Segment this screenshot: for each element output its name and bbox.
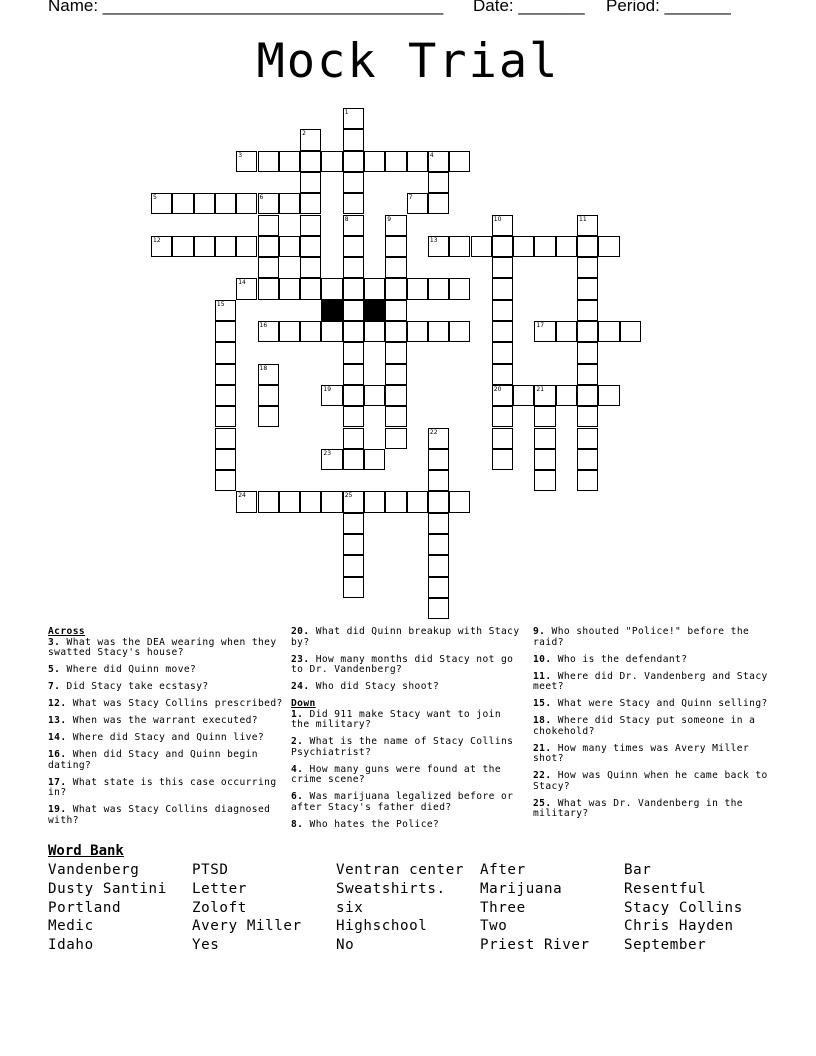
grid-cell[interactable] xyxy=(343,321,364,342)
grid-cell[interactable] xyxy=(428,491,449,512)
grid-cell[interactable] xyxy=(343,151,364,172)
clue-number: 5. xyxy=(48,664,61,676)
clue xyxy=(291,765,523,786)
clue-number: 3 xyxy=(238,151,243,159)
grid-cell[interactable] xyxy=(534,406,555,427)
clue-text: How was Quinn when he came back to Stacy? xyxy=(533,770,768,792)
clue-text: How many guns were found at the crime scene? xyxy=(291,763,501,786)
grid-cell[interactable] xyxy=(449,321,470,342)
grid-cell[interactable] xyxy=(364,151,385,172)
clue-number: 18. xyxy=(533,715,552,727)
word-bank-item: Sweatshirts. xyxy=(336,880,446,897)
clues-column-1 xyxy=(48,627,288,833)
clue-number: 2. xyxy=(291,736,304,748)
clue-number: 5 xyxy=(153,194,157,202)
grid-cell[interactable] xyxy=(385,364,406,385)
clue-number: 14. xyxy=(48,732,67,744)
word-bank-item: Yes xyxy=(192,937,220,954)
clue-number: 21 xyxy=(536,385,545,393)
grid-cell[interactable] xyxy=(577,385,598,406)
clue-number: 15. xyxy=(533,698,552,710)
grid-cell[interactable] xyxy=(215,342,236,363)
grid-cell[interactable] xyxy=(577,300,598,321)
clue-number: 1. xyxy=(291,708,304,720)
grid-cell[interactable] xyxy=(194,193,215,214)
clues-column-3 xyxy=(533,627,773,826)
grid-cell[interactable] xyxy=(343,342,364,363)
grid-cell[interactable] xyxy=(343,257,364,278)
clue-number: 16 xyxy=(259,322,268,329)
clue-text: Who is the defendant? xyxy=(551,653,688,665)
grid-cell[interactable] xyxy=(385,257,406,278)
clue xyxy=(48,699,288,710)
word-bank-item: No xyxy=(336,937,355,954)
word-bank-item: PTSD xyxy=(192,862,229,878)
clue-number: 25. xyxy=(533,797,552,809)
grid-cell[interactable] xyxy=(492,342,513,363)
grid-cell[interactable] xyxy=(449,236,470,257)
grid-cell[interactable] xyxy=(321,278,342,299)
clue-number: 1 xyxy=(344,109,349,116)
clue-number: 20. xyxy=(291,626,310,637)
clue xyxy=(533,716,773,737)
word-bank-item: Zoloft xyxy=(192,899,247,916)
grid-cell[interactable] xyxy=(194,236,215,257)
grid-cell[interactable] xyxy=(343,300,364,321)
clue-text: Where did Stacy and Quinn live? xyxy=(66,732,265,744)
word-bank xyxy=(48,862,768,962)
grid-cell[interactable] xyxy=(385,151,406,172)
grid-cell[interactable] xyxy=(258,385,279,406)
word-bank-item: Chris Hayden xyxy=(624,918,734,935)
word-bank-item: Portland xyxy=(48,899,122,916)
word-bank-item: Three xyxy=(480,899,526,916)
clue xyxy=(291,655,523,676)
grid-cell[interactable] xyxy=(343,236,364,257)
grid-cell[interactable] xyxy=(492,300,513,321)
grid-cell[interactable] xyxy=(513,236,534,257)
grid-cell[interactable] xyxy=(343,364,364,385)
grid-cell[interactable] xyxy=(577,428,598,449)
word-bank-item: Highschool xyxy=(336,918,428,935)
grid-cell[interactable] xyxy=(215,193,236,214)
grid-cell[interactable] xyxy=(172,236,193,257)
grid-cell[interactable] xyxy=(364,449,385,470)
clue xyxy=(48,805,288,826)
grid-cell[interactable] xyxy=(449,491,470,512)
word-bank-item: Vandenberg xyxy=(48,862,140,878)
grid-cell[interactable] xyxy=(492,406,513,427)
clue-number: 13. xyxy=(48,715,67,727)
clue xyxy=(291,792,523,813)
word-bank-item: Dusty Santini xyxy=(48,880,167,897)
clue-number: 17 xyxy=(536,322,545,329)
grid-cell[interactable] xyxy=(385,406,406,427)
clue xyxy=(48,750,288,771)
grid-cell[interactable] xyxy=(215,321,236,342)
grid-cell[interactable] xyxy=(300,236,321,257)
grid-cell[interactable] xyxy=(258,151,279,172)
clue xyxy=(48,665,288,676)
clue-text: How many times was Avery Miller shot? xyxy=(533,742,750,765)
word-bank-item: Priest River xyxy=(480,937,590,954)
grid-cell[interactable] xyxy=(385,342,406,363)
grid-cell[interactable] xyxy=(258,236,279,257)
word-bank-item: After xyxy=(480,862,526,878)
clue xyxy=(533,799,773,820)
grid-cell[interactable] xyxy=(300,321,321,342)
grid-cell[interactable] xyxy=(236,236,257,257)
clue-text: What were Stacy and Quinn selling? xyxy=(551,698,768,710)
clue-text: What state is this case occurring in? xyxy=(48,776,277,799)
word-bank-item: Idaho xyxy=(48,937,94,954)
grid-cell[interactable] xyxy=(428,172,449,193)
clue xyxy=(48,682,288,693)
clue xyxy=(533,655,773,666)
clue-text: What was Dr. Vandenberg in the military? xyxy=(533,797,743,820)
grid-cell[interactable] xyxy=(534,449,555,470)
grid-cell[interactable] xyxy=(364,321,385,342)
clue-number: 18 xyxy=(259,364,268,372)
clue-number: 22 xyxy=(429,428,438,436)
grid-cell[interactable] xyxy=(428,193,449,214)
clue-number: 12 xyxy=(153,236,161,244)
word-bank-item: Ventran center xyxy=(336,862,464,878)
clue-text: What is the name of Stacy Collins Psychiatrist? xyxy=(291,736,514,758)
clue-text: When did Stacy and Quinn begin dating? xyxy=(48,749,258,771)
grid-cell[interactable] xyxy=(343,577,364,598)
clue xyxy=(291,682,523,693)
clue-text: Who did Stacy shoot? xyxy=(309,681,440,693)
grid-cell[interactable] xyxy=(300,215,321,236)
grid-cell[interactable] xyxy=(492,321,513,342)
grid-cell[interactable] xyxy=(343,428,364,449)
grid-cell[interactable] xyxy=(492,364,513,385)
grid-cell[interactable] xyxy=(279,278,300,299)
clue-number: 24 xyxy=(238,492,246,500)
clue-number: 3. xyxy=(48,636,61,648)
grid-cell[interactable] xyxy=(343,449,364,470)
grid-cell[interactable] xyxy=(492,449,513,470)
word-bank-item: Resentful xyxy=(624,880,707,897)
word-bank-item: Avery Miller xyxy=(192,918,302,935)
grid-cell[interactable] xyxy=(428,598,449,619)
clue-number: 25 xyxy=(344,492,353,500)
grid-cell[interactable] xyxy=(577,364,598,385)
grid-cell[interactable] xyxy=(428,534,449,555)
word-bank-item: Medic xyxy=(48,918,94,935)
period-field[interactable]: Period: _______ xyxy=(606,0,731,15)
grid-cell[interactable] xyxy=(598,385,619,406)
clue xyxy=(291,820,523,831)
grid-cell[interactable] xyxy=(407,491,428,512)
clue-text: When was the warrant executed? xyxy=(66,715,258,727)
grid-cell[interactable] xyxy=(428,278,449,299)
word-bank-item: Two xyxy=(480,918,508,935)
clue-number: 11. xyxy=(533,670,552,682)
clue-number: 10. xyxy=(533,653,552,665)
clue-number: 13 xyxy=(429,236,438,244)
clue xyxy=(533,771,773,792)
word-bank-item: September xyxy=(624,937,707,954)
clue-text: What was the DEA wearing when they swatted Stacy's house? xyxy=(48,636,277,659)
grid-cell[interactable] xyxy=(577,449,598,470)
clue-number: 7. xyxy=(48,681,61,693)
grid-cell[interactable] xyxy=(300,193,321,214)
clue xyxy=(533,744,773,765)
grid-cell[interactable] xyxy=(407,151,428,172)
clue xyxy=(291,627,523,648)
grid-cell[interactable] xyxy=(492,236,513,257)
grid-cell[interactable] xyxy=(492,257,513,278)
word-bank-item: Letter xyxy=(192,880,247,897)
clue-number: 19. xyxy=(48,804,67,816)
clue-text: Who shouted "Police!" before the raid? xyxy=(533,626,750,648)
grid-cell[interactable] xyxy=(449,278,470,299)
grid-cell[interactable] xyxy=(321,151,342,172)
clue-number: 23 xyxy=(323,449,332,457)
clue-number: 6 xyxy=(259,194,264,202)
clue xyxy=(48,778,288,799)
grid-cell[interactable] xyxy=(577,257,598,278)
date-field[interactable]: Date: _______ xyxy=(473,0,585,15)
grid-cell[interactable] xyxy=(577,406,598,427)
grid-cell[interactable] xyxy=(577,342,598,363)
grid-cell[interactable] xyxy=(385,236,406,257)
clue-number: 7 xyxy=(408,194,413,202)
clue xyxy=(533,627,773,648)
clue-number: 12. xyxy=(48,698,67,710)
clue-number: 4 xyxy=(429,151,434,159)
grid-cell[interactable] xyxy=(215,470,236,491)
clue-number: 21. xyxy=(533,742,552,754)
grid-cell[interactable] xyxy=(534,428,555,449)
grid-cell[interactable] xyxy=(343,385,364,406)
word-bank-item: Stacy Collins xyxy=(624,899,743,916)
grid-cell[interactable] xyxy=(428,577,449,598)
clue-number: 4. xyxy=(291,763,304,775)
clue-number: 9. xyxy=(533,626,546,637)
clue xyxy=(533,672,773,693)
clue-text: Where did Stacy put someone in a chokehold? xyxy=(533,715,756,737)
clue-number: 17. xyxy=(48,776,67,788)
clue-number: 8. xyxy=(291,819,304,831)
grid-cell[interactable] xyxy=(279,321,300,342)
grid-cell[interactable] xyxy=(258,278,279,299)
grid-cell[interactable] xyxy=(215,364,236,385)
grid-cell[interactable] xyxy=(556,321,577,342)
grid-cell[interactable] xyxy=(407,321,428,342)
word-bank-title: Word Bank xyxy=(48,843,124,859)
grid-cell[interactable] xyxy=(556,385,577,406)
grid-cell[interactable] xyxy=(343,513,364,534)
grid-cell[interactable] xyxy=(513,385,534,406)
grid-cell[interactable] xyxy=(300,491,321,512)
clue-number: 23. xyxy=(291,653,310,665)
clue-text: Where did Dr. Vandenberg and Stacy meet? xyxy=(533,670,768,693)
clue-number: 14 xyxy=(238,279,246,287)
grid-cell[interactable] xyxy=(343,172,364,193)
grid-cell[interactable] xyxy=(556,236,577,257)
clues-column-2 xyxy=(291,627,523,837)
grid-cell[interactable] xyxy=(343,129,364,150)
grid-cell[interactable] xyxy=(385,385,406,406)
grid-cell[interactable] xyxy=(449,151,470,172)
clue xyxy=(48,716,288,727)
grid-cell[interactable] xyxy=(364,385,385,406)
clue-number: 19 xyxy=(323,385,332,393)
grid-cell[interactable] xyxy=(577,236,598,257)
grid-cell[interactable] xyxy=(300,257,321,278)
grid-cell[interactable] xyxy=(215,385,236,406)
clue-text: What did Quinn breakup with Stacy by? xyxy=(291,626,520,648)
grid-cell[interactable] xyxy=(258,406,279,427)
clue xyxy=(291,737,523,758)
grid-cell[interactable] xyxy=(385,428,406,449)
grid-cell[interactable] xyxy=(300,278,321,299)
grid-cell[interactable] xyxy=(300,172,321,193)
clue-number: 16. xyxy=(48,749,67,761)
grid-cell[interactable] xyxy=(471,236,492,257)
clue-number: 2 xyxy=(302,130,306,138)
grid-cell[interactable] xyxy=(279,491,300,512)
clue-text: Did 911 make Stacy want to join the military? xyxy=(291,708,501,731)
grid-cell[interactable] xyxy=(428,555,449,576)
clue-number: 24. xyxy=(291,681,310,693)
clue-text: What was Stacy Collins prescribed? xyxy=(66,698,283,710)
grid-cell[interactable] xyxy=(492,278,513,299)
grid-cell[interactable] xyxy=(428,449,449,470)
page-title: Mock Trial xyxy=(256,34,560,89)
across-heading: Across xyxy=(48,626,86,637)
grid-cell[interactable] xyxy=(598,236,619,257)
grid-cell[interactable] xyxy=(215,406,236,427)
grid-cell[interactable] xyxy=(279,193,300,214)
grid-cell[interactable] xyxy=(598,321,619,342)
grid-cell[interactable] xyxy=(343,555,364,576)
grid-cell[interactable] xyxy=(385,491,406,512)
grid-cell[interactable] xyxy=(577,321,598,342)
clue-text: Was marijuana legalized before or after Stacy's father died? xyxy=(291,791,514,814)
grid-cell[interactable] xyxy=(428,321,449,342)
grid-cell[interactable] xyxy=(215,236,236,257)
clue xyxy=(48,733,288,744)
clue-number: 10 xyxy=(493,215,502,223)
clue xyxy=(48,638,288,659)
grid-cell[interactable] xyxy=(343,278,364,299)
grid-cell[interactable] xyxy=(385,321,406,342)
grid-cell[interactable] xyxy=(577,278,598,299)
grid-cell[interactable] xyxy=(279,236,300,257)
grid-cell[interactable] xyxy=(279,151,300,172)
clue-number: 15 xyxy=(216,300,225,308)
grid-cell[interactable] xyxy=(215,428,236,449)
grid-cell[interactable] xyxy=(343,193,364,214)
clue-number: 11 xyxy=(579,215,587,223)
grid-cell[interactable] xyxy=(534,470,555,491)
clue-number: 20 xyxy=(493,385,502,393)
grid-cell[interactable] xyxy=(258,257,279,278)
grid-cell[interactable] xyxy=(534,236,555,257)
word-bank-item: Marijuana xyxy=(480,880,563,897)
clue-text: What was Stacy Collins diagnosed with? xyxy=(48,804,271,826)
word-bank-item: Bar xyxy=(624,862,652,878)
grid-cell[interactable] xyxy=(385,300,406,321)
grid-cell[interactable] xyxy=(321,491,342,512)
clue-text: Did Stacy take ecstasy? xyxy=(60,681,209,693)
grid-cell[interactable] xyxy=(364,491,385,512)
grid-cell[interactable] xyxy=(215,449,236,470)
grid-cell[interactable] xyxy=(428,470,449,491)
grid-cell[interactable] xyxy=(300,151,321,172)
black-cell xyxy=(364,300,385,321)
grid-cell[interactable] xyxy=(492,428,513,449)
grid-cell[interactable] xyxy=(321,321,342,342)
word-bank-item: six xyxy=(336,899,364,916)
grid-cell[interactable] xyxy=(258,491,279,512)
clue-text: How many months did Stacy not go to Dr. Vandenberg? xyxy=(291,653,514,676)
name-field[interactable]: Name: ____________________________________ xyxy=(48,0,444,15)
clue xyxy=(533,699,773,710)
black-cell xyxy=(321,300,342,321)
grid-cell[interactable] xyxy=(172,193,193,214)
grid-cell[interactable] xyxy=(236,193,257,214)
grid-cell[interactable] xyxy=(343,534,364,555)
grid-cell[interactable] xyxy=(343,406,364,427)
grid-cell[interactable] xyxy=(407,278,428,299)
grid-cell[interactable] xyxy=(620,321,641,342)
grid-cell[interactable] xyxy=(364,278,385,299)
clue-text: Who hates the Police? xyxy=(303,819,440,831)
grid-cell[interactable] xyxy=(385,278,406,299)
down-heading: Down xyxy=(291,698,316,710)
grid-cell[interactable] xyxy=(258,215,279,236)
grid-cell[interactable] xyxy=(428,513,449,534)
clue-number: 9 xyxy=(387,215,392,223)
clue xyxy=(291,710,523,731)
grid-cell[interactable] xyxy=(577,470,598,491)
clue-number: 22. xyxy=(533,770,552,782)
clue-number: 6. xyxy=(291,791,304,803)
clue-number: 8 xyxy=(344,215,349,223)
clue-text: Where did Quinn move? xyxy=(60,664,197,676)
